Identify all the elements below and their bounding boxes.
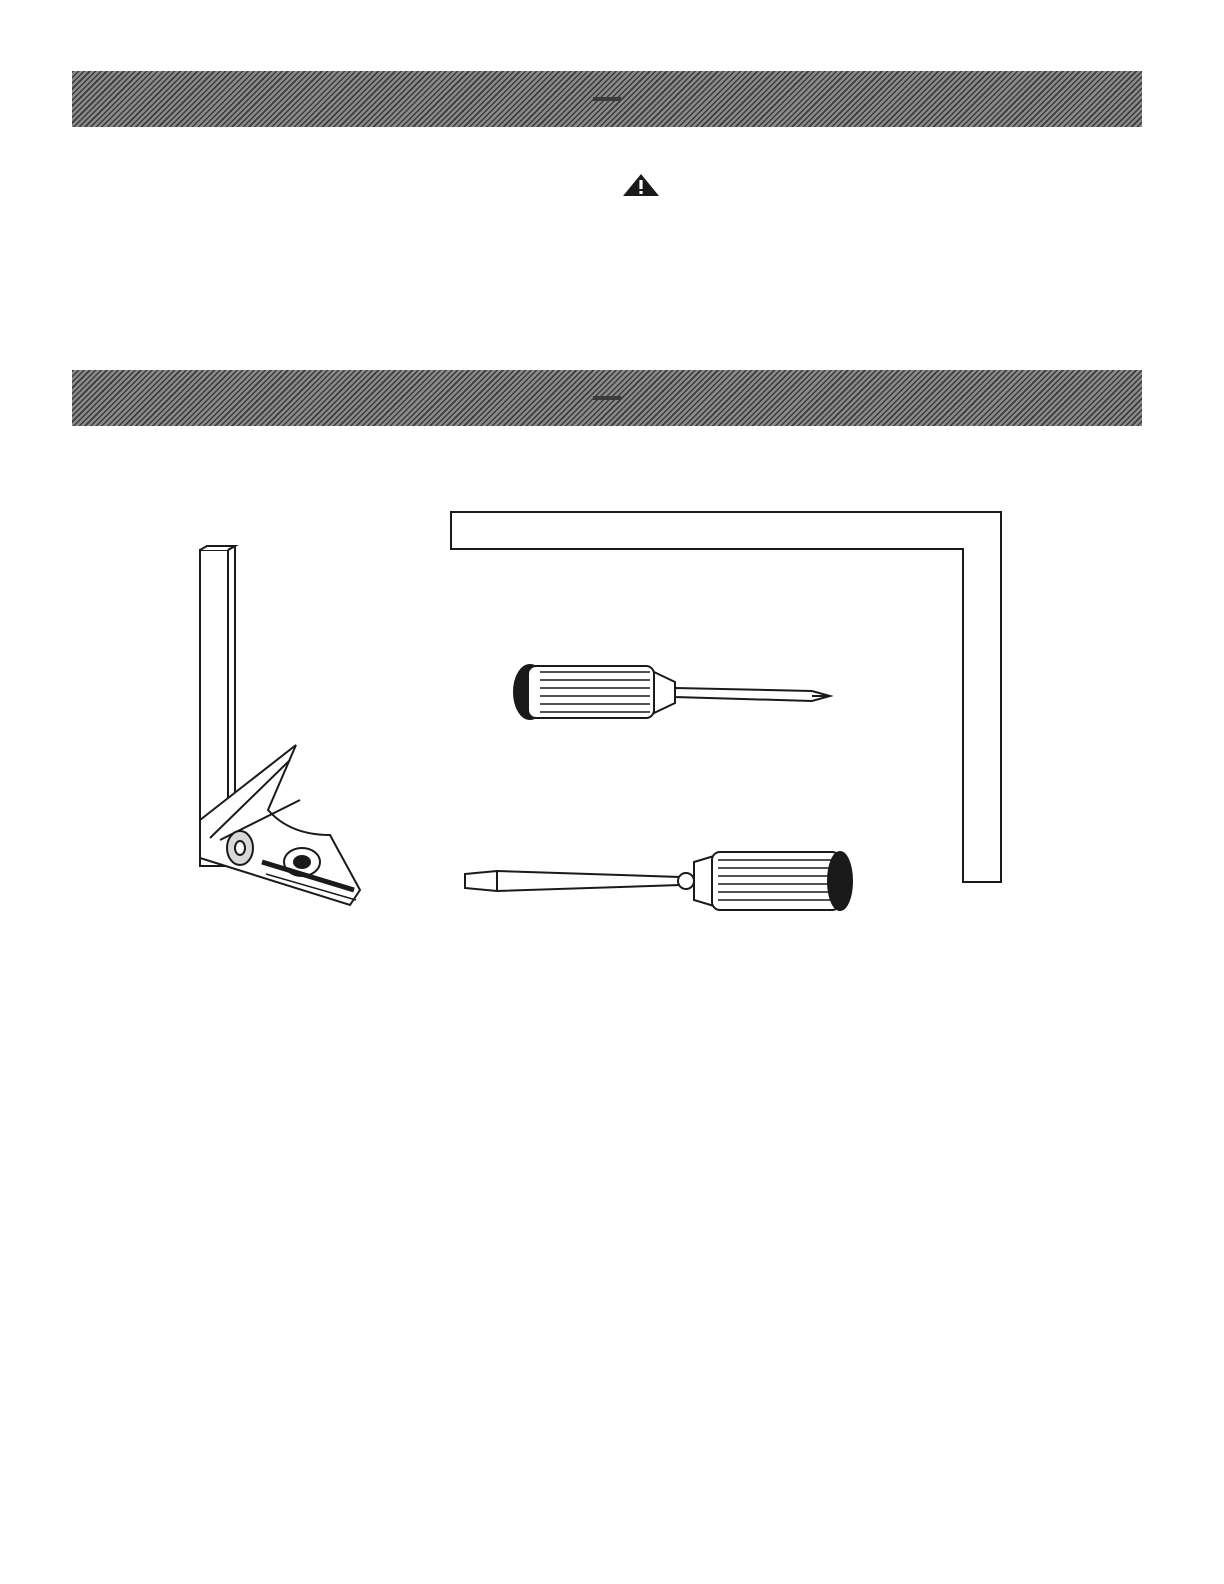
phillips-screwdriver-icon (514, 665, 830, 719)
combination-square-icon (200, 546, 360, 905)
flathead-screwdriver-icon (465, 852, 852, 910)
